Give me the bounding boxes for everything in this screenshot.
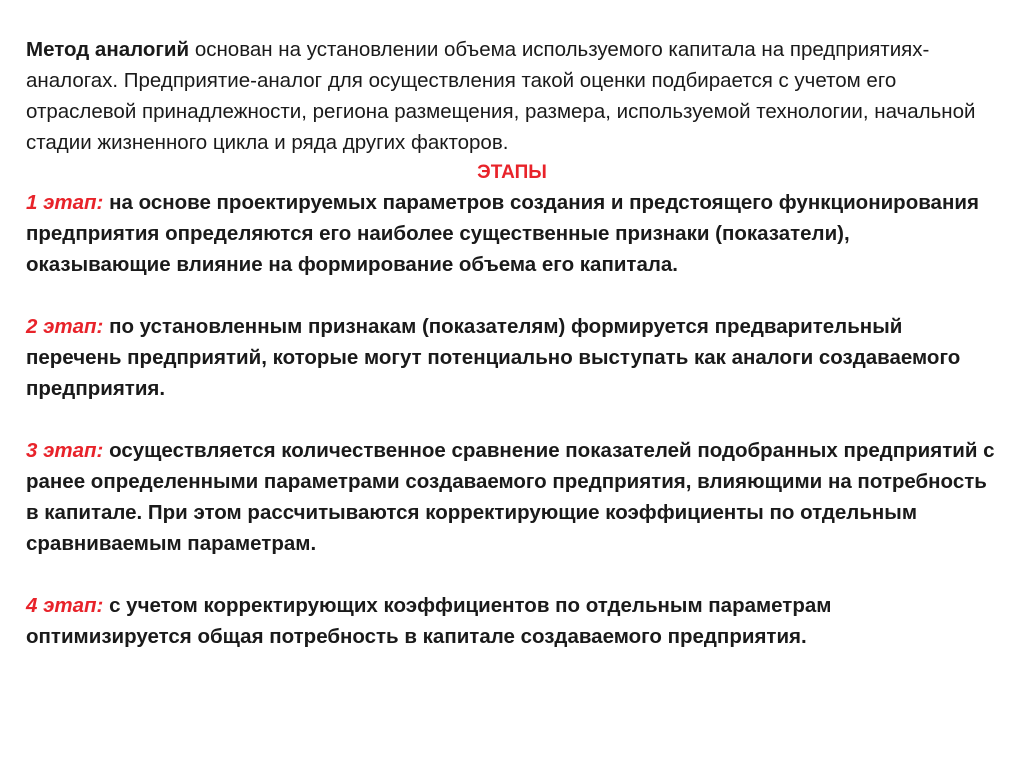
intro-paragraph	[26, 34, 998, 158]
intro-text: основан на установлении объема используемого капитала на предприятиях-аналогах. Предприятие-аналог для осуществления такой оценки подбирается с учетом его отраслевой принадлежности, региона размещения, размера, используемой технологии, начальной стадии жизненного цикла и ряда других факторов.	[26, 38, 976, 154]
stage-3-text: осуществляется количественное сравнение показателей подобранных предприятий с ранее определенными параметрами создаваемого предприятия, влияющими на потребность в капитале. При этом рассчитываются корректирующие коэффициенты по отдельным сравниваемым параметрам.	[26, 439, 995, 555]
stage-2	[26, 311, 998, 404]
stages-heading: ЭТАПЫ	[477, 162, 547, 183]
stage-1	[26, 187, 998, 280]
stage-3	[26, 435, 998, 559]
slide-content	[26, 34, 998, 652]
stage-2-text: по установленным признакам (показателям) формируется предварительный перечень предприятий, которые могут потенциально выступать как аналоги создаваемого предприятия.	[26, 315, 961, 400]
stage-2-label: 2 этап:	[26, 315, 104, 338]
stage-4-label: 4 этап:	[26, 594, 104, 617]
stage-3-label: 3 этап:	[26, 439, 104, 462]
stage-1-text: на основе проектируемых параметров создания и предстоящего функционирования предприятия определяются его наиболее существенные признаки (показатели), оказывающие влияние на формирование объема его капитала.	[26, 191, 979, 276]
stage-4-text: с учетом корректирующих коэффициентов по отдельным параметрам оптимизируется общая потребность в капитале создаваемого предприятия.	[26, 594, 832, 648]
method-term: Метод аналогий	[26, 38, 190, 61]
stage-1-label: 1 этап:	[26, 191, 104, 214]
stage-4	[26, 590, 998, 652]
